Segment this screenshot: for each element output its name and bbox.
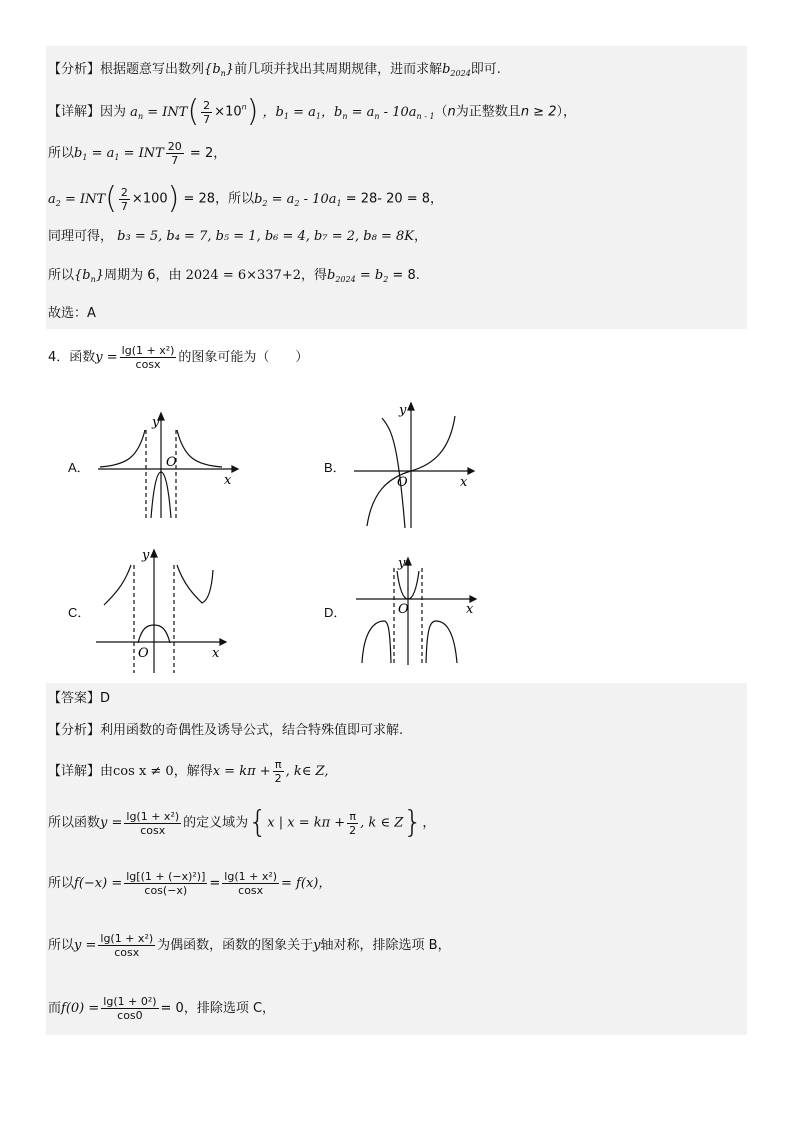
option-c-label[interactable]: C．: [68, 605, 91, 620]
graph-c-y-label: y: [142, 548, 150, 563]
q3-detail-line: 【详解】因为 $a_n = INT$( $\frac{2}{7}$ $\times 10^n$) ，$b_1 = a_1$，$b_n = a_n - 10a_{n - 1}(n$为正整数且n ≥ 2），: [48, 94, 576, 129]
answer-value: D: [100, 691, 111, 706]
graph-b-x-label: x: [460, 475, 468, 490]
answer-detail-4: 所以y = $\frac{\text{lg(1 + x²)}}{\cos x}$ 为偶函数，函数的图象关于y轴对称，排除选项 B，: [48, 932, 451, 959]
graph-b-origin: O: [397, 475, 408, 490]
graph-a-x-label: x: [224, 473, 232, 488]
graph-d-x-label: x: [466, 602, 474, 617]
graph-option-a[interactable]: [96, 410, 241, 522]
q3-line-a2: $a_2 = INT$( $\frac{2}{7}$ ×100) = 28，所以$b_2 = a_2 - 10a_1 = 28-$ 20 = 8，: [48, 181, 444, 216]
graph-c-origin: O: [138, 646, 149, 661]
analysis-tag: 【分析】: [48, 62, 101, 77]
option-b-label[interactable]: B．: [324, 460, 346, 475]
answer-detail-2: 所以函数y = $\frac{\text{lg(1 + x²)}}{\cos x}$ 的定义域为{x | x = kπ + $\frac{\pi}{2}$ , k ∈ Z}，: [48, 805, 436, 840]
q3-choice: 故选：A: [48, 306, 96, 321]
option-d-label[interactable]: D．: [324, 605, 347, 620]
answer-detail-1: 【详解】由cos x ≠ 0，解得x = kπ + $\frac{\pi}{2}$ , k∈ Z,: [48, 758, 329, 785]
q3-line-same: 同理可得， b₃ = 5, b₄ = 7, b₅ = 1, b₆ = 4, b₇ = 2, b₈ = 8K，: [48, 229, 427, 244]
q3-line-period: 所以$\{b_n\}$周期为 6，由 2024 = 6×337+2，得$b_{2024} = b_2 = 8$.: [48, 268, 420, 284]
answer-analysis: 【分析】利用函数的奇偶性及诱导公式，结合特殊值即可求解.: [48, 723, 404, 738]
q3-analysis-line: 【分析】根据题意写出数列$\{b_n\}$前几项并找出其周期规律，进而求解$b_{2024}$即可.: [48, 62, 501, 78]
b2024-symbol: $b_{2024}$: [442, 62, 471, 78]
q4-stem: 4．函数y = $\frac{\text{lg(1 + x²)}}{\cos x}$ 的图象可能为（ ）: [48, 344, 309, 371]
graph-option-c[interactable]: [94, 545, 229, 675]
frac-2-7: $\frac{2}{7}$: [203, 98, 211, 126]
graph-option-b[interactable]: [352, 398, 477, 530]
option-a-label[interactable]: A．: [68, 460, 90, 475]
q3-line-b1: 所以$b_1 = a_1$ = INT $\frac{20}{7}$ = 2，: [48, 140, 227, 167]
answer-line: 【答案】D: [48, 691, 111, 706]
graph-d-y-label: y: [398, 556, 406, 571]
answer-detail-3: 所以f(−x) = $\frac{\text{lg[(1 + (−x)²)]}}{\cos(-x)}$ = $\frac{\text{lg(1 + x²)}}{\cos x}$ = f(x)，: [48, 870, 332, 897]
graph-b-y-label: y: [399, 403, 407, 418]
graph-a-origin: O: [166, 455, 177, 470]
graph-c-x-label: x: [212, 646, 220, 661]
graph-option-d[interactable]: [354, 553, 479, 668]
answer-detail-5: 而f(0) = $\frac{\text{lg(1 + 0²)}}{\cos 0}$ = 0，排除选项 C，: [48, 995, 276, 1022]
graph-a-y-label: y: [152, 415, 160, 430]
graph-d-origin: O: [398, 602, 409, 617]
